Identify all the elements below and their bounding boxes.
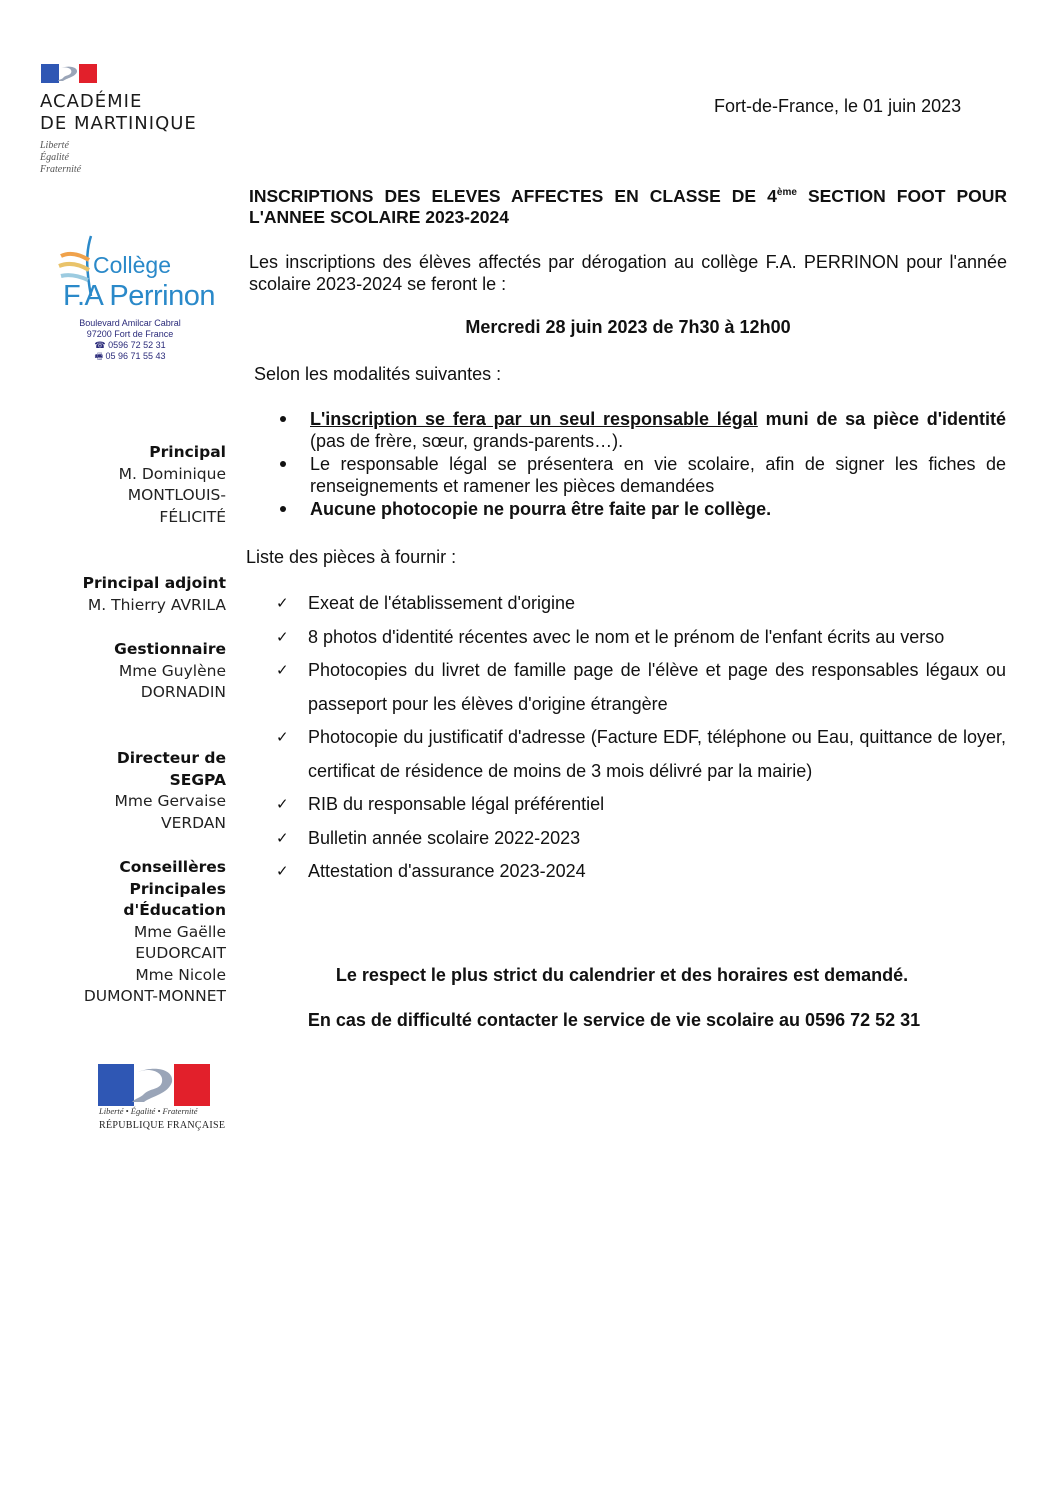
staff-name: Mme Gaëlle <box>133 922 226 941</box>
intro-paragraph: Les inscriptions des élèves affectés par dérogation au collège F.A. PERRINON pour l'année scolaire 2023-2024 se feront le : <box>249 252 1007 294</box>
bullet-text: Le responsable légal se présentera en vie scolaire, afin de signer les fiches de renseignements et ramener les pièces demandées <box>310 454 1006 496</box>
bullet-icon <box>280 506 286 512</box>
staff-principal <box>40 442 226 528</box>
staff-name: VERDAN <box>160 813 226 832</box>
academie-line2: DE MARTINIQUE <box>40 113 197 134</box>
staff-name: M. Thierry AVRILA <box>87 595 226 614</box>
staff-role: Principal <box>149 443 226 461</box>
contact-notice: En cas de difficulté contacter le service de vie scolaire au 0596 72 52 31 <box>307 1010 921 1030</box>
staff-cpe <box>40 857 226 1008</box>
staff-name: Mme Gervaise <box>114 792 226 810</box>
college-fax: 🖷 05 96 71 55 43 <box>94 351 166 361</box>
staff-role: d'Éducation <box>123 901 226 919</box>
modalites-list <box>276 408 1006 521</box>
staff-name: MONTLOUIS- <box>127 486 226 504</box>
pieces-label: Liste des pièces à fournir : <box>246 547 457 567</box>
title-sup: ème <box>776 187 797 198</box>
meeting-date: Mercredi 28 juin 2023 de 7h30 à 12h00 <box>465 317 791 337</box>
bullet-underlined: L'inscription se fera par un seul responsable légal <box>310 409 758 429</box>
list-item <box>276 621 1006 655</box>
checkmark-icon: ✓ <box>276 728 289 746</box>
list-item <box>276 408 1006 452</box>
staff-name: DUMONT-MONNET <box>83 987 226 1005</box>
checkmark-icon: ✓ <box>276 862 289 880</box>
staff-name: FÉLICITÉ <box>159 507 226 526</box>
staff-name: Mme Guylène <box>118 661 226 680</box>
academie-line1: ACADÉMIE <box>40 91 143 112</box>
piece-text: Bulletin année scolaire 2022-2023 <box>308 827 581 848</box>
marianne-flag-icon <box>41 64 97 83</box>
marianne-republique-icon <box>98 1064 210 1106</box>
list-item <box>276 587 1006 621</box>
checkmark-icon: ✓ <box>276 661 289 679</box>
modalites-label: Selon les modalités suivantes : <box>254 364 502 384</box>
bullet-rest: (pas de frère, sœur, grands-parents…). <box>310 431 624 451</box>
piece-text: Attestation d'assurance 2023-2024 <box>308 861 586 881</box>
staff-name: EUDORCAIT <box>135 944 226 962</box>
letter-date: Fort-de-France, le 01 juin 2023 <box>714 96 962 116</box>
staff-role: SEGPA <box>169 770 226 789</box>
college-logo <box>55 234 215 374</box>
list-item <box>276 822 1006 856</box>
devise-egalite: Égalité <box>40 152 69 163</box>
list-item <box>276 721 1006 788</box>
checkmark-icon: ✓ <box>276 627 289 646</box>
rf-devise: Liberté • Égalité • Fraternité <box>99 1106 198 1116</box>
bullet-bold: muni de sa pièce d'identité <box>757 409 1007 429</box>
list-item <box>276 654 1006 721</box>
college-name: F.A Perrinon <box>63 280 215 312</box>
document-title <box>249 182 1007 228</box>
academie-devise <box>40 140 81 176</box>
staff-role: Principales <box>129 879 226 898</box>
devise-fraternite: Fraternité <box>40 164 82 175</box>
college-word: Collège <box>93 252 171 278</box>
piece-text: Photocopies du livret de famille page de l'élève et page des responsables légaux ou passeport pour les élèves d'origine étrangère <box>308 660 1006 714</box>
bullet-icon <box>280 461 286 467</box>
rf-name: RÉPUBLIQUE FRANÇAISE <box>99 1120 226 1131</box>
staff-role: Conseillères <box>119 858 226 876</box>
pieces-list <box>276 587 1006 889</box>
piece-text: Exeat de l'établissement d'origine <box>308 593 576 613</box>
staff-gestionnaire <box>40 639 226 704</box>
checkmark-icon: ✓ <box>276 795 289 813</box>
bullet-icon <box>280 416 286 422</box>
checkmark-icon: ✓ <box>276 594 289 612</box>
staff-name: Mme Nicole <box>135 965 226 984</box>
college-phone: ☎ 0596 72 52 31 <box>94 340 166 350</box>
list-item <box>276 453 1006 497</box>
college-street: Boulevard Amilcar Cabral <box>79 318 181 328</box>
devise-liberte: Liberté <box>40 140 69 151</box>
title-part1: INSCRIPTIONS DES ELEVES AFFECTES EN CLASSE DE 4 <box>249 185 777 206</box>
title-part2: SECTION FOOT POUR L'ANNEE SCOLAIRE 2023-2024 <box>249 185 1007 227</box>
staff-directeur-segpa <box>40 748 226 834</box>
college-city: 97200 Fort de France <box>86 329 174 339</box>
checkmark-icon: ✓ <box>276 828 289 847</box>
list-item <box>276 498 1006 520</box>
academie-name <box>40 91 197 135</box>
list-item <box>276 855 1006 889</box>
bullet-text: Aucune photocopie ne pourra être faite par le collège. <box>310 499 772 519</box>
staff-role: Gestionnaire <box>114 640 226 658</box>
respect-notice: Le respect le plus strict du calendrier et des horaires est demandé. <box>335 965 909 985</box>
list-item <box>276 788 1006 822</box>
college-address <box>65 318 195 362</box>
staff-role: Directeur de <box>116 749 226 767</box>
staff-role: Principal adjoint <box>82 574 226 592</box>
piece-text: RIB du responsable légal préférentiel <box>308 794 605 814</box>
staff-name: M. Dominique <box>118 464 226 483</box>
staff-principal-adjoint <box>40 573 226 616</box>
piece-text: Photocopie du justificatif d'adresse (Facture EDF, téléphone ou Eau, quittance de loyer, certificat de résidence de moins de 3 mois délivré par la mairie) <box>308 727 1006 781</box>
staff-name: DORNADIN <box>140 683 226 701</box>
piece-text: 8 photos d'identité récentes avec le nom et le prénom de l'enfant écrits au verso <box>308 626 945 647</box>
